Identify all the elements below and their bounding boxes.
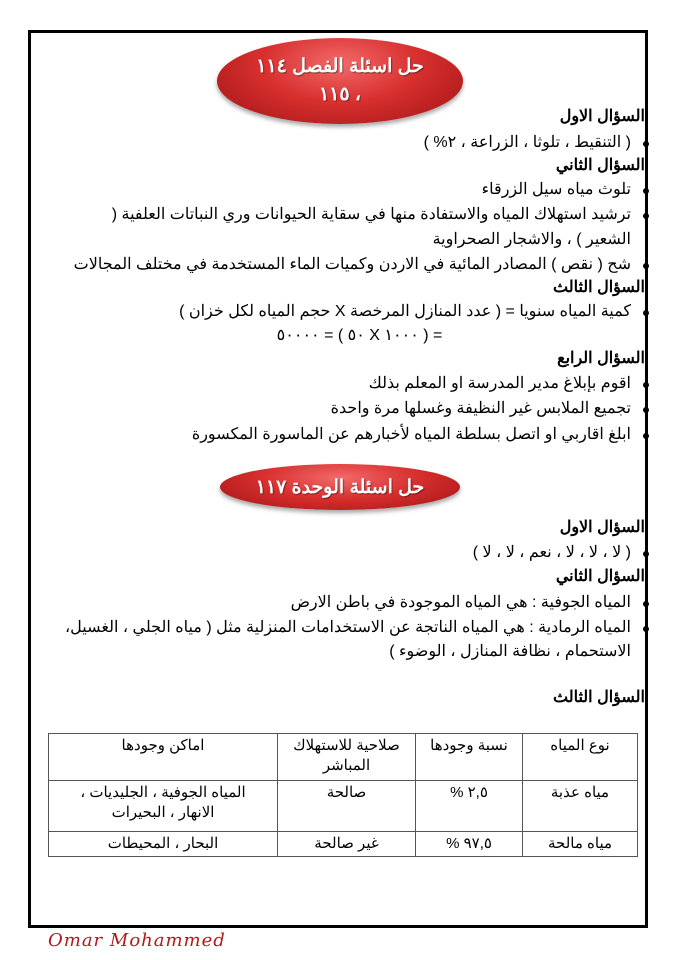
list-item: ابلغ اقاربي او اتصل بسلطة المياه لأخبارهم عن الماسورة المكسورة — [191, 426, 631, 443]
list-item: المياه الرمادية : هي المياه الناتجة عن الاستخدامات المنزلية مثل ( مياه الجلي ، الغسيل، — [65, 619, 631, 636]
section2-title-banner — [220, 464, 460, 510]
section1-title-banner — [217, 38, 463, 124]
table-cell: المياه الجوفية ، الجليديات ، الانهار ، البحيرات — [49, 781, 278, 832]
table-header: صلاحية للاستهلاك المباشر — [278, 734, 416, 781]
table-header-row — [49, 734, 638, 781]
table-row — [49, 781, 638, 832]
table-cell: مياه مالحة — [523, 832, 638, 857]
formula-result: = ( ١٠٠٠ X ٥٠ ) = ٥٠٠٠٠ — [276, 327, 443, 344]
table-cell: ٢,٥ % — [416, 781, 523, 832]
table-cell: غير صالحة — [278, 832, 416, 857]
s1-q2-heading: السؤال الثاني — [555, 157, 645, 174]
s2-q1-heading: السؤال الاول — [559, 519, 645, 536]
section1-title-line2: ، ١١٥ — [318, 84, 362, 105]
list-item: ( التنقيط ، تلوثا ، الزراعة ، ٢% ) — [423, 134, 631, 151]
s2-q2-heading: السؤال الثاني — [555, 568, 645, 585]
list-item: اقوم بإبلاغ مدير المدرسة او المعلم بذلك — [368, 375, 631, 392]
list-item: تجميع الملابس غير النظيفة وغسلها مرة واحدة — [330, 400, 631, 417]
s1-q3-heading: السؤال الثالث — [553, 279, 645, 296]
s1-q1-heading: السؤال الاول — [559, 108, 645, 125]
s2-q3-heading: السؤال الثالث — [553, 689, 645, 706]
s1-q4-heading: السؤال الرابع — [557, 350, 645, 367]
list-item-continuation: الاستحمام ، نظافة المنازل ، الوضوء ) — [389, 643, 631, 660]
list-item: ( لا ، لا ، لا ، نعم ، لا ، لا ) — [472, 544, 631, 561]
water-types-table — [48, 733, 638, 857]
list-item: ترشيد استهلاك المياه والاستفادة منها في سقاية الحيوانات وري النباتات العلفية ( — [111, 206, 631, 223]
table-cell: مياه عذبة — [523, 781, 638, 832]
list-item: شح ( نقص ) المصادر المائية في الاردن وكميات الماء المستخدمة في مختلف المجالات — [73, 256, 631, 273]
author-signature: Omar Mohammed — [48, 930, 226, 951]
table-cell: صالحة — [278, 781, 416, 832]
table-header: نوع المياه — [523, 734, 638, 781]
section2-title: حل اسئلة الوحدة ١١٧ — [255, 476, 425, 498]
list-item: تلوث مياه سيل الزرقاء — [481, 181, 631, 198]
list-item: المياه الجوفية : هي المياه الموجودة في باطن الارض — [290, 594, 631, 611]
table-cell: البحار ، المحيطات — [49, 832, 278, 857]
table-header: نسبة وجودها — [416, 734, 523, 781]
section1-title-line1: حل اسئلة الفصل ١١٤ — [256, 56, 424, 77]
table-header: اماكن وجودها — [49, 734, 278, 781]
table-row — [49, 832, 638, 857]
table-cell: ٩٧,٥ % — [416, 832, 523, 857]
list-item-continuation: الشعير ) ، والاشجار الصحراوية — [432, 231, 631, 248]
list-item: كمية المياه سنويا = ( عدد المنازل المرخصة X حجم المياه لكل خزان ) — [179, 303, 631, 320]
